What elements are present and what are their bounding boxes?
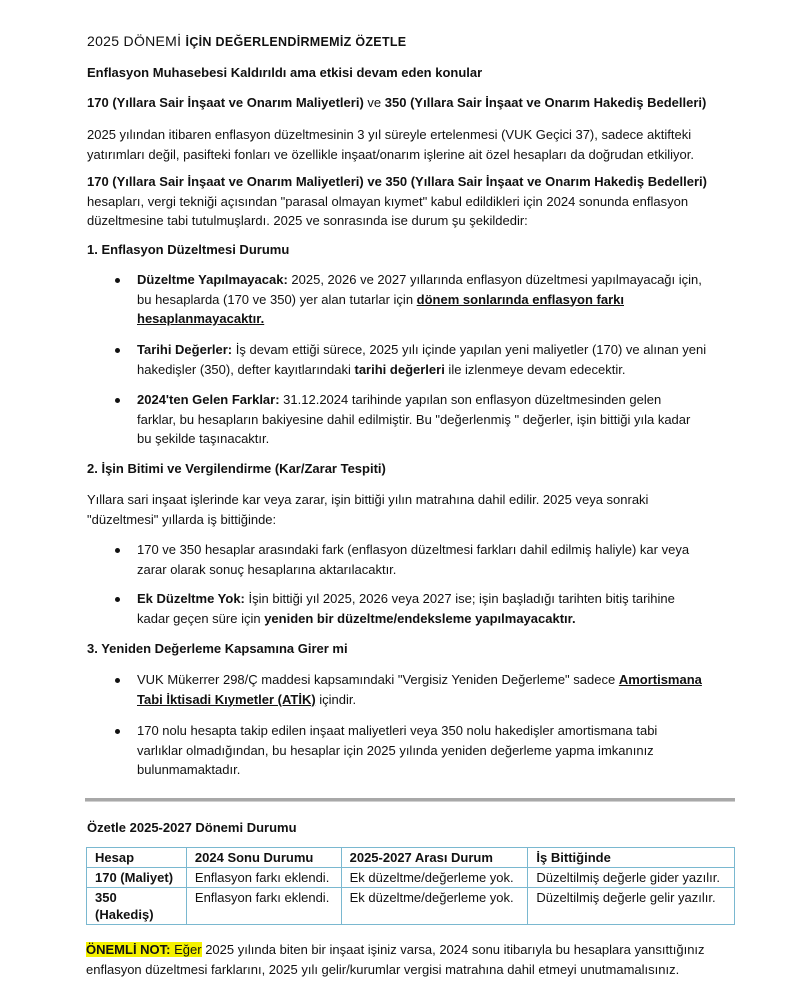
table-header-cell: İş Bittiğinde: [528, 848, 735, 868]
note-text: enflasyon düzeltmesi farklarını, 2025 yılı gelir/kurumlar vergisi matrahına dahil etmeyi unutmamalısınız.: [86, 961, 680, 977]
table-header-cell: Hesap: [87, 848, 187, 868]
bullet-text: farklar, bu hesapların bakiyesine dahil edilmiştir. Bu "değerlenmiş " değerler, işin bittiği yıla kadar: [137, 411, 691, 427]
bullet-text: kadar geçen süre için: [137, 610, 265, 626]
summary-table: [86, 847, 735, 925]
bullet-text: zarar olarak sonuç hesaplarına aktarılacaktır.: [137, 561, 397, 577]
table-cell: Ek düzeltme/değerleme yok.: [341, 868, 528, 888]
account-350-label: (Yıllara Sair İnşaat ve Onarım Hakediş Bedelleri): [410, 95, 707, 110]
accounts-connector: ve: [367, 95, 382, 110]
accounts-line: [87, 93, 706, 113]
underlined-text: dönem sonlarında enflasyon farkı: [416, 291, 624, 307]
s2-bullet2: [137, 589, 675, 628]
bullet-dot: [115, 548, 120, 553]
table-cell: Düzeltilmiş değerle gelir yazılır.: [528, 888, 735, 925]
section1-heading: 1. Enflasyon Düzeltmesi Durumu: [87, 242, 290, 257]
bullet-text: VUK Mükerrer 298/Ç maddesi kapsamındaki "Vergisiz Yeniden Değerleme" sadece: [137, 672, 619, 687]
table-row: [87, 868, 735, 888]
section2-heading: 2. İşin Bitimi ve Vergilendirme (Kar/Zarar Tespiti): [87, 461, 386, 476]
para2-line: düzeltmesine tabi tutulmuşlardı. 2025 ve sonrasında ise durum şu şekildedir:: [87, 213, 528, 228]
bullet-dot: [115, 398, 120, 403]
paragraph-line: "düzeltmesi" yıllarda iş bittiğinde:: [87, 511, 277, 527]
intro-paragraph: [87, 125, 694, 164]
title-rest: İÇİN DEĞERLENDİRMEMİZ ÖZETLE: [185, 35, 407, 49]
intro-line: 2025 yılından itibaren enflasyon düzeltmesinin 3 yıl süreyle ertelenmesi (VUK Geçici 37), sadece aktifteki: [87, 127, 692, 142]
bullet-dot: [115, 729, 120, 734]
page-title: [87, 33, 406, 49]
underlined-text: hesaplanmayacaktır.: [137, 311, 265, 326]
bold-text: yeniden bir düzeltme/endeksleme yapılmayacaktır.: [264, 610, 576, 626]
bullet-label: Ek Düzeltme Yok:: [137, 591, 245, 606]
paragraph-line: Yıllara sari inşaat işlerinde kar veya zarar, işin bittiği yılın matrahına dahil edilir. 2025 veya sonraki: [87, 492, 649, 507]
s1-bullet2: [137, 340, 706, 379]
para2-line: hesapları, vergi tekniği açısından "parasal olmayan kıymet" kabul edildikleri için 2024 sonunda enflasyon: [87, 193, 689, 209]
bullet-label: Tarihi Değerler:: [137, 342, 233, 357]
bullet-label: 2024'ten Gelen Farklar:: [137, 392, 280, 407]
underlined-text: Amortismana: [618, 672, 702, 687]
para2: [87, 172, 707, 231]
bold-text: tarihi değerleri: [354, 361, 445, 377]
para2-bold-line: 170 (Yıllara Sair İnşaat ve Onarım Maliyetleri) ve 350 (Yıllara Sair İnşaat ve Onarım Hakediş Bedelleri): [87, 174, 707, 189]
bullet-dot: [115, 597, 120, 602]
bullet-label: Düzeltme Yapılmayacak:: [137, 272, 288, 287]
table-cell: Enflasyon farkı eklendi.: [186, 868, 341, 888]
subtitle: Enflasyon Muhasebesi Kaldırıldı ama etkisi devam eden konular: [87, 65, 483, 80]
bullet-text: İşin bittiği yıl 2025, 2026 veya 2027 ise; işin başladığı tarihten bitiş tarihine: [244, 591, 675, 606]
bullet-text: 31.12.2024 tarihinde yapılan son enflasyon düzeltmesinden gelen: [279, 392, 662, 407]
important-note: [86, 940, 705, 979]
s3-bullet2: [137, 721, 657, 780]
bullet-text: 170 ve 350 hesaplar arasındaki fark (enflasyon düzeltmesi farkları dahil edilmiş haliyle) kar veya: [137, 542, 690, 557]
bullet-dot: [115, 678, 120, 683]
table-header-cell: 2025-2027 Arası Durum: [341, 848, 528, 868]
table-cell: Enflasyon farkı eklendi.: [186, 888, 341, 925]
note-text: 2025 yılında biten bir inşaat işiniz varsa, 2024 sonu itibarıyla bu hesaplara yansıttığınız: [201, 942, 705, 957]
horizontal-divider: [85, 798, 735, 801]
table-header-row: [87, 848, 735, 868]
bullet-text: içindir.: [315, 691, 357, 707]
bullet-text: İş devam ettiği sürece, 2025 yılı içinde yapılan yeni maliyetler (170) ve alınan yeni: [232, 342, 707, 357]
bullet-text: ile izlenmeye devam edecektir.: [444, 361, 626, 377]
intro-line: yatırımları değil, pasifteki fonları ve özellikle inşaat/onarım işlerine ait özel hesapları da doğrudan etkiliyor.: [87, 146, 694, 162]
s1-bullet3: [137, 390, 690, 449]
s1-bullet1: [137, 270, 702, 329]
section3-heading: 3. Yeniden Değerleme Kapsamına Girer mi: [87, 641, 348, 656]
s3-bullet1: [137, 670, 702, 709]
bullet-text: bu hesaplarda (170 ve 350) yer alan tutarlar için: [137, 291, 417, 307]
account-350-number: 350: [384, 95, 407, 110]
table-cell: 170 (Maliyet): [87, 868, 187, 888]
bullet-text: 170 nolu hesapta takip edilen inşaat maliyetleri veya 350 nolu hakedişler amortismana tabi: [137, 723, 658, 738]
table-row: [87, 888, 735, 925]
underlined-text: Tabi İktisadi Kıymetler (ATİK): [137, 691, 316, 707]
table-cell: Ek düzeltme/değerleme yok.: [341, 888, 528, 925]
bullet-dot: [115, 278, 120, 283]
bullet-text: bulunmamaktadır.: [137, 762, 241, 777]
bullet-text: 2025, 2026 ve 2027 yıllarında enflasyon düzeltmesi yapılmayacağı için,: [287, 272, 702, 287]
note-label: ÖNEMLİ NOT:: [86, 942, 171, 957]
bullet-text: bu şekilde taşınacaktır.: [137, 431, 270, 446]
table-cell: Düzeltilmiş değerle gider yazılır.: [528, 868, 735, 888]
account-170-label: (Yıllara Sair İnşaat ve Onarım Maliyetleri): [112, 95, 364, 110]
title-prefix: 2025 DÖNEMİ: [87, 33, 182, 49]
s2-bullet1: [137, 540, 689, 579]
note-highlight: Eğer: [170, 942, 202, 957]
s2-paragraph: [87, 490, 648, 529]
bullet-dot: [115, 348, 120, 353]
table-cell: 350 (Hakediş): [87, 888, 187, 925]
bullet-text: varlıklar olmadığından, bu hesaplar için 2025 yılında yeniden değerleme yapma imkanınız: [137, 742, 654, 758]
summary-heading: Özetle 2025-2027 Dönemi Durumu: [87, 820, 297, 835]
bullet-text: hakedişler (350), defter kayıtlarındaki: [137, 361, 355, 377]
account-170-number: 170: [87, 95, 109, 110]
table-header-cell: 2024 Sonu Durumu: [186, 848, 341, 868]
